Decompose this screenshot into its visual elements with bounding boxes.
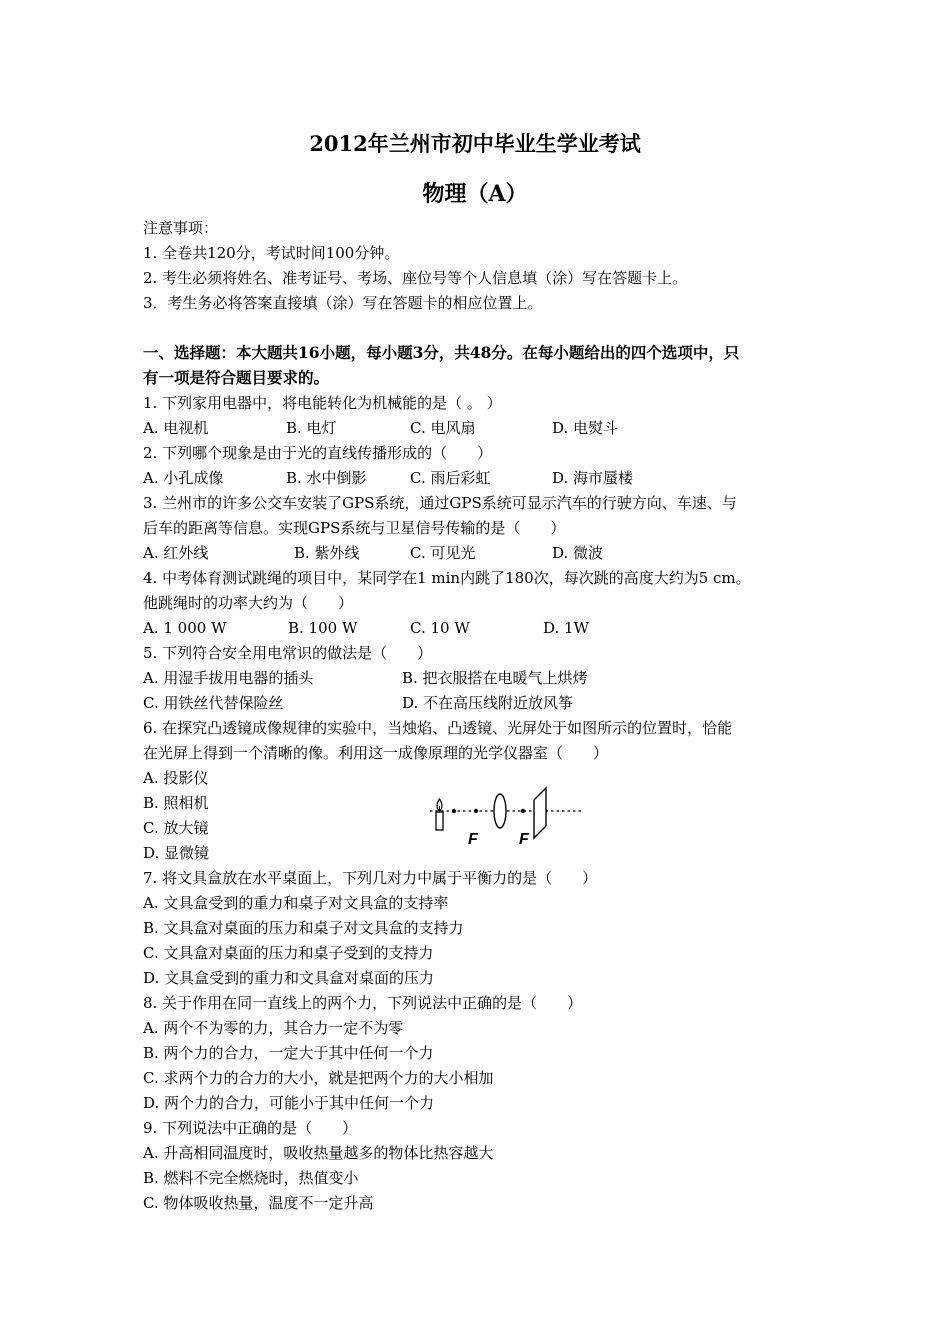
option: D. 电熨斗 bbox=[552, 419, 619, 437]
question-stem: 7. 将文具盒放在水平桌面上，下列几对力中属于平衡力的是（ ） bbox=[143, 869, 598, 887]
option: D. 文具盒受到的重力和文具盒对桌面的压力 bbox=[143, 969, 435, 987]
question-stem: 8. 关于作用在同一直线上的两个力，下列说法中正确的是（ ） bbox=[143, 994, 583, 1012]
option: B. 水中倒影 bbox=[286, 469, 367, 487]
convex-lens bbox=[494, 794, 506, 828]
option: A. 投影仪 bbox=[143, 769, 209, 787]
notes-heading: 注意事项： bbox=[143, 219, 219, 237]
option: B. 把衣服搭在电暖气上烘烤 bbox=[402, 669, 588, 687]
option: A. 电视机 bbox=[143, 419, 209, 437]
question-stem: 他跳绳时的功率大约为（ ） bbox=[143, 594, 354, 612]
question-stem: 3. 兰州市的许多公交车安装了GPS系统，通过GPS系统可显示汽车的行驶方向、车速、与 bbox=[143, 494, 737, 512]
question-stem: 9. 下列说法中正确的是（ ） bbox=[143, 1119, 358, 1137]
option: A. 1 000 W bbox=[143, 619, 227, 637]
question-options bbox=[143, 418, 843, 438]
option: B. 电灯 bbox=[286, 419, 337, 437]
option: C. 用铁丝代替保险丝 bbox=[143, 694, 284, 712]
option: C. 文具盒对桌面的压力和桌子受到的支持力 bbox=[143, 944, 434, 962]
light-screen bbox=[534, 788, 546, 838]
option: D. 1W bbox=[543, 619, 589, 637]
option: A. 用湿手拔用电器的插头 bbox=[143, 669, 314, 687]
option: B. 燃料不完全燃烧时，热值变小 bbox=[143, 1169, 359, 1187]
option: A. 红外线 bbox=[143, 544, 209, 562]
question-stem: 后车的距离等信息。实现GPS系统与卫星信号传输的是（ ） bbox=[143, 519, 566, 537]
focal-label: F bbox=[468, 831, 478, 848]
option: B. 照相机 bbox=[143, 794, 209, 812]
option: A. 文具盒受到的重力和桌子对文具盒的支持率 bbox=[143, 894, 449, 912]
question-stem: 2. 下列哪个现象是由于光的直线传播形成的（ ） bbox=[143, 444, 493, 462]
option: C. 电风扇 bbox=[410, 419, 476, 437]
option: A. 升高相同温度时，吸收热量越多的物体比热容越大 bbox=[143, 1144, 494, 1162]
option: B. 文具盒对桌面的压力和桌子对文具盒的支持力 bbox=[143, 919, 464, 937]
focal-point-dot bbox=[474, 809, 478, 813]
question-options bbox=[143, 693, 843, 713]
question-options bbox=[143, 668, 843, 688]
lens-experiment-figure bbox=[428, 782, 584, 848]
option: C. 可见光 bbox=[410, 544, 476, 562]
question-stem: 5. 下列符合安全用电常识的做法是（ ） bbox=[143, 644, 433, 662]
option: B. 100 W bbox=[288, 619, 358, 637]
option: A. 两个不为零的力，其合力一定不为零 bbox=[143, 1019, 404, 1037]
focal-label: F bbox=[519, 831, 529, 848]
note-item: 2. 考生必须将姓名、准考证号、考场、座位号等个人信息填（涂）写在答题卡上。 bbox=[143, 269, 688, 287]
option: C. 雨后彩虹 bbox=[410, 469, 491, 487]
focal-point-dot bbox=[452, 809, 456, 813]
option: D. 海市蜃楼 bbox=[552, 469, 634, 487]
question-stem: 在光屏上得到一个清晰的像。利用这一成像原理的光学仪器室（ ） bbox=[143, 744, 609, 762]
option: B. 两个力的合力，一定大于其中任何一个力 bbox=[143, 1044, 434, 1062]
note-item: 1. 全卷共120分，考试时间100分钟。 bbox=[143, 244, 400, 262]
option: D. 不在高压线附近放风筝 bbox=[402, 694, 574, 712]
option: D. 微波 bbox=[552, 544, 604, 562]
note-item: 3．考生务必将答案直接填（涂）写在答题卡的相应位置上。 bbox=[143, 294, 543, 312]
question-stem: 1. 下列家用电器中，将电能转化为机械能的是（ 。 ） bbox=[143, 394, 502, 412]
question-options bbox=[143, 618, 843, 638]
section-heading: 有一项是符合题目要求的。 bbox=[143, 368, 330, 387]
question-options bbox=[143, 543, 843, 563]
question-stem: 6. 在探究凸透镜成像规律的实验中，当烛焰、凸透镜、光屏处于如图所示的位置时，恰能 bbox=[143, 719, 733, 737]
option: D. 两个力的合力，可能小于其中任何一个力 bbox=[143, 1094, 435, 1112]
option: C. 10 W bbox=[410, 619, 470, 637]
option: A. 小孔成像 bbox=[143, 469, 224, 487]
option: D. 显微镜 bbox=[143, 844, 210, 862]
option: C. 求两个力的合力的大小，就是把两个力的大小相加 bbox=[143, 1069, 494, 1087]
exam-title: 2012年兰州市初中毕业生学业考试 bbox=[309, 131, 641, 156]
question-stem: 4. 中考体育测试跳绳的项目中，某同学在1 min内跳了180次，每次跳的高度大约为5 cm。 bbox=[143, 569, 751, 587]
question-options bbox=[143, 468, 843, 488]
candle-icon bbox=[436, 799, 443, 830]
option: B. 紫外线 bbox=[294, 544, 360, 562]
exam-subtitle: 物理（A） bbox=[422, 181, 528, 207]
option: C. 放大镜 bbox=[143, 819, 209, 837]
focal-point-dot bbox=[521, 809, 525, 813]
option: C. 物体吸收热量，温度不一定升高 bbox=[143, 1194, 374, 1212]
section-heading: 一、选择题：本大题共16小题，每小题3分，共48分。在每小题给出的四个选项中，只 bbox=[143, 343, 740, 362]
